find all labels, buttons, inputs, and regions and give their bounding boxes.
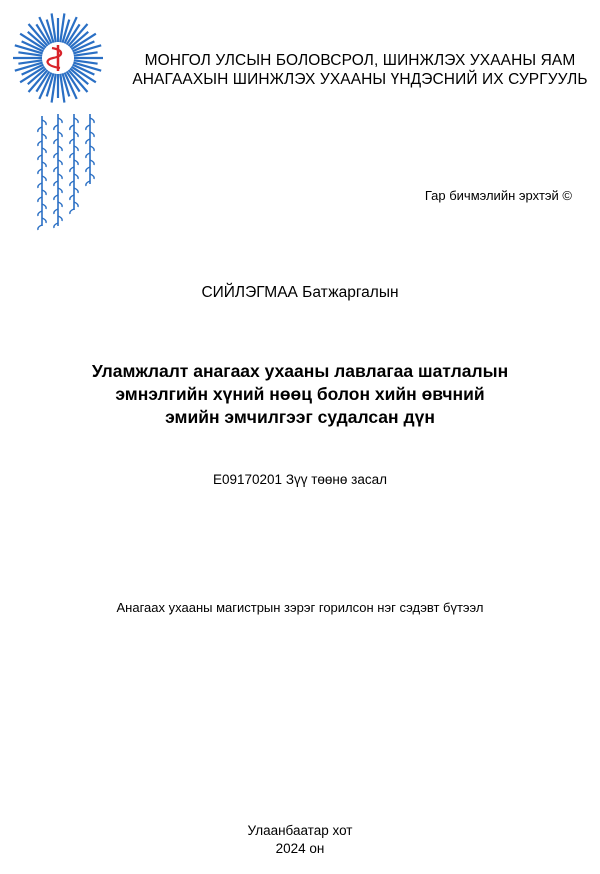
thesis-title: [40, 360, 560, 429]
thesis-title-line: эмнэлгийн хүний нөөц болон хийн өвчний: [115, 384, 485, 404]
thesis-title-line: Уламжлалт анагаах ухааны лавлагаа шатлалын: [91, 361, 509, 381]
institution-header: [130, 51, 590, 89]
university-emblem-icon: [12, 12, 104, 104]
author-name: СИЙЛЭГМАА Батжаргалын: [201, 284, 399, 301]
copyright-notice: Гар бичмэлийн эрхтэй ©: [424, 188, 572, 203]
degree-statement: Анагаах ухааны магистрын зэрэг горилсон нэг сэдэвт бүтээл: [116, 600, 484, 615]
university-name: АНАГААХЫН ШИНЖЛЭХ УХААНЫ ҮНДЭСНИЙ ИХ СУРГУУЛЬ: [132, 71, 588, 88]
city: Улаанбаатар хот: [247, 823, 353, 838]
year: 2024 он: [275, 841, 325, 856]
mongolian-script-logo-icon: [34, 112, 106, 232]
thesis-title-line: эмийн эмчилгээг судалсан дүн: [165, 407, 435, 427]
place-and-year: [0, 822, 600, 858]
ministry-name: МОНГОЛ УЛСЫН БОЛОВСРОЛ, ШИНЖЛЭХ УХААНЫ ЯАМ: [144, 52, 576, 69]
specialty-code: E09170201 Зүү төөнө засал: [213, 472, 387, 487]
